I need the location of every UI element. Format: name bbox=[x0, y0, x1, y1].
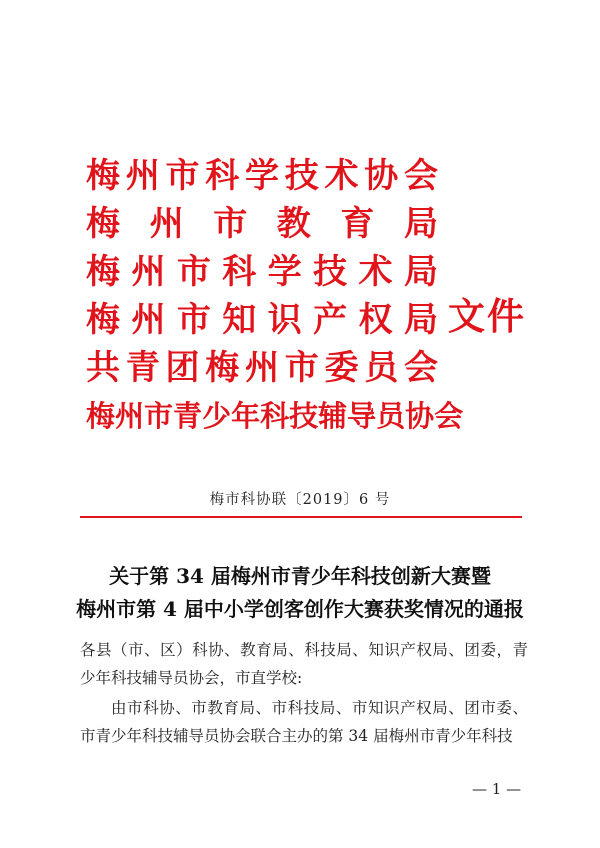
agency-char: 共 bbox=[86, 348, 120, 388]
agency-char: 市 bbox=[176, 252, 211, 292]
agency-char: 教 bbox=[276, 204, 311, 244]
red-divider-line bbox=[80, 516, 522, 518]
agency-char: 青 bbox=[125, 348, 160, 388]
agency-char: 年 bbox=[231, 399, 261, 433]
agency-youth-league bbox=[86, 344, 438, 392]
agency-char: 权 bbox=[358, 300, 393, 340]
body-line-1: 由市科协、市教育局、市科技局、市知识产权局、团市委、 bbox=[111, 699, 528, 717]
agency-char: 员 bbox=[364, 348, 399, 388]
title-line-2: 梅州市第 4 届中小学创客创作大赛获奖情况的通报 bbox=[76, 597, 524, 621]
title-line-1: 关于第 34 届梅州市青少年科技创新大赛暨 bbox=[109, 564, 491, 588]
agency-char: 学 bbox=[245, 156, 279, 196]
agency-char: 州 bbox=[125, 156, 160, 196]
agency-char: 会 bbox=[434, 399, 464, 433]
body-paragraph bbox=[80, 694, 528, 750]
agency-char: 局 bbox=[403, 252, 438, 292]
agency-char: 市 bbox=[144, 399, 174, 433]
agency-char: 州 bbox=[131, 300, 166, 340]
agency-char: 州 bbox=[115, 399, 145, 433]
agency-char: 员 bbox=[376, 399, 406, 433]
agency-char: 州 bbox=[149, 204, 184, 244]
agency-char: 技 bbox=[289, 399, 319, 433]
recipients-line-2: 少年科技辅导员协会，市直学校: bbox=[80, 669, 303, 687]
agency-youth-tech-counselor-association bbox=[86, 392, 464, 440]
agency-science-technology-bureau bbox=[86, 248, 438, 296]
agency-char: 科 bbox=[222, 252, 257, 292]
agency-char: 梅 bbox=[86, 399, 116, 433]
agency-char: 导 bbox=[347, 399, 377, 433]
agency-char: 梅 bbox=[205, 348, 240, 388]
agency-char: 产 bbox=[313, 300, 348, 340]
recipients-paragraph bbox=[80, 636, 528, 692]
agency-char: 局 bbox=[403, 300, 438, 340]
agency-char: 术 bbox=[358, 252, 393, 292]
agency-char: 梅 bbox=[86, 300, 120, 340]
body-line-2: 市青少年科技辅导员协会联合主办的第 34 届梅州市青少年科技 bbox=[80, 727, 513, 745]
issuing-agencies bbox=[86, 152, 464, 440]
agency-char: 青 bbox=[173, 399, 203, 433]
agency-char: 协 bbox=[405, 399, 435, 433]
agency-char: 识 bbox=[267, 300, 302, 340]
agency-char: 市 bbox=[176, 300, 211, 340]
agency-char: 学 bbox=[267, 252, 302, 292]
agency-char: 局 bbox=[403, 204, 438, 244]
document-number: 梅市科协联〔2019〕6 号 bbox=[209, 492, 391, 508]
agency-char: 育 bbox=[340, 204, 375, 244]
document-suffix: 文件 bbox=[448, 294, 526, 338]
recipients-line-1: 各县（市、区）科协、教育局、科技局、知识产权局、团委，青 bbox=[80, 641, 528, 659]
agency-education-bureau bbox=[86, 200, 438, 248]
agency-char: 市 bbox=[213, 204, 248, 244]
agency-science-association bbox=[86, 152, 438, 200]
agency-char: 协 bbox=[364, 156, 399, 196]
agency-char: 辅 bbox=[318, 399, 348, 433]
agency-char: 技 bbox=[284, 156, 319, 196]
agency-char: 科 bbox=[205, 156, 240, 196]
agency-char: 知 bbox=[222, 300, 257, 340]
agency-char: 团 bbox=[165, 348, 200, 388]
agency-char: 科 bbox=[260, 399, 290, 433]
agency-char: 委 bbox=[324, 348, 359, 388]
agency-char: 州 bbox=[245, 348, 279, 388]
agency-char: 市 bbox=[165, 156, 200, 196]
agency-char: 技 bbox=[313, 252, 348, 292]
agency-intellectual-property-bureau bbox=[86, 296, 438, 344]
agency-char: 术 bbox=[324, 156, 359, 196]
page-number: — 1 — bbox=[472, 780, 522, 798]
agency-char: 梅 bbox=[86, 204, 120, 244]
agency-char: 梅 bbox=[86, 156, 120, 196]
agency-char: 少 bbox=[202, 399, 232, 433]
agency-char: 梅 bbox=[86, 252, 120, 292]
agency-char: 市 bbox=[284, 348, 319, 388]
agency-char: 会 bbox=[404, 156, 438, 196]
agency-char: 州 bbox=[131, 252, 166, 292]
agency-char: 会 bbox=[404, 348, 438, 388]
